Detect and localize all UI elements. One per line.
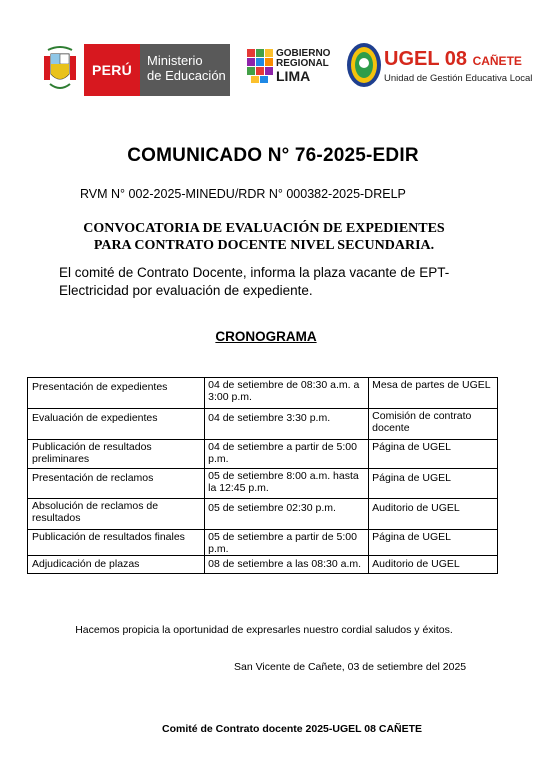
date-cell: 08 de setiembre a las 08:30 a.m. — [205, 556, 369, 574]
document-title: COMUNICADO N° 76-2025-EDIR — [127, 145, 419, 166]
closing-text: Hacemos propicia la oportunidad de expresarles nuestro cordial saludos y éxitos. — [75, 624, 453, 636]
ministry-name — [140, 44, 230, 96]
peru-coat-of-arms-icon — [40, 44, 80, 96]
convocatoria-heading — [0, 220, 528, 254]
activity-cell: Presentación de reclamos — [28, 469, 205, 499]
minedu-logo — [84, 44, 230, 96]
ugel-seal-icon — [346, 42, 382, 88]
activity-cell: Publicación de resultados preliminares — [28, 440, 205, 469]
date-cell: 04 de setiembre 3:30 p.m. — [205, 409, 369, 440]
activity-cell: Presentación de expedientes — [28, 378, 205, 409]
gobierno-regional-lima-logo — [276, 49, 336, 83]
table-row — [28, 440, 498, 469]
place-cell: Página de UGEL — [369, 469, 498, 499]
schedule-table — [27, 377, 498, 574]
activity-cell: Adjudicación de plazas — [28, 556, 205, 574]
lima-line-1: GOBIERNO — [276, 48, 331, 59]
table-row — [28, 378, 498, 409]
peru-label: PERÚ — [84, 44, 140, 96]
lima-line-3: LIMA — [276, 68, 311, 84]
date-cell: 05 de setiembre 8:00 a.m. hasta la 12:45 p.m. — [205, 469, 369, 499]
place-cell: Mesa de partes de UGEL — [369, 378, 498, 409]
activity-cell: Evaluación de expedientes — [28, 409, 205, 440]
reference-line: RVM N° 002-2025-MINEDU/RDR N° 000382-2025-DRELP — [80, 187, 406, 201]
activity-cell: Absolución de reclamos de resultados — [28, 499, 205, 530]
ministry-line-1: Ministerio — [147, 53, 203, 68]
place-cell: Comisión de contrato docente — [369, 409, 498, 440]
ugel-place: CAÑETE — [472, 54, 522, 68]
convocatoria-line-1: CONVOCATORIA DE EVALUACIÓN DE EXPEDIENTES — [83, 221, 445, 236]
table-row — [28, 469, 498, 499]
table-row — [28, 499, 498, 530]
schedule-heading: CRONOGRAMA — [215, 329, 317, 344]
lima-line-2: REGIONAL — [276, 58, 329, 69]
table-row — [28, 409, 498, 440]
ugel-subtitle: Unidad de Gestión Educativa Local — [384, 73, 533, 84]
table-row — [28, 556, 498, 574]
place-date: San Vicente de Cañete, 03 de setiembre del 2025 — [234, 661, 467, 673]
lima-mosaic-icon — [247, 49, 273, 83]
place-cell: Auditorio de UGEL — [369, 499, 498, 530]
place-cell: Auditorio de UGEL — [369, 556, 498, 574]
date-cell: 05 de setiembre 02:30 p.m. — [205, 499, 369, 530]
date-cell: 05 de setiembre a partir de 5:00 p.m. — [205, 530, 369, 556]
activity-cell: Publicación de resultados finales — [28, 530, 205, 556]
date-cell: 04 de setiembre a partir de 5:00 p.m. — [205, 440, 369, 469]
date-cell: 04 de setiembre de 08:30 a.m. a 3:00 p.m. — [205, 378, 369, 409]
convocatoria-line-2: PARA CONTRATO DOCENTE NIVEL SECUNDARIA. — [93, 238, 435, 253]
ugel-name: UGEL 08 — [384, 48, 467, 70]
intro-paragraph: El comité de Contrato Docente, informa la plaza vacante de EPT-Electricidad por evaluación de expediente. — [59, 265, 450, 298]
table-row — [28, 530, 498, 556]
place-cell: Página de UGEL — [369, 440, 498, 469]
header-logos — [0, 40, 546, 100]
ministry-line-2: de Educación — [147, 68, 226, 83]
ugel-title — [384, 48, 522, 72]
place-cell: Página de UGEL — [369, 530, 498, 556]
signature: Comité de Contrato docente 2025-UGEL 08 CAÑETE — [162, 723, 423, 735]
